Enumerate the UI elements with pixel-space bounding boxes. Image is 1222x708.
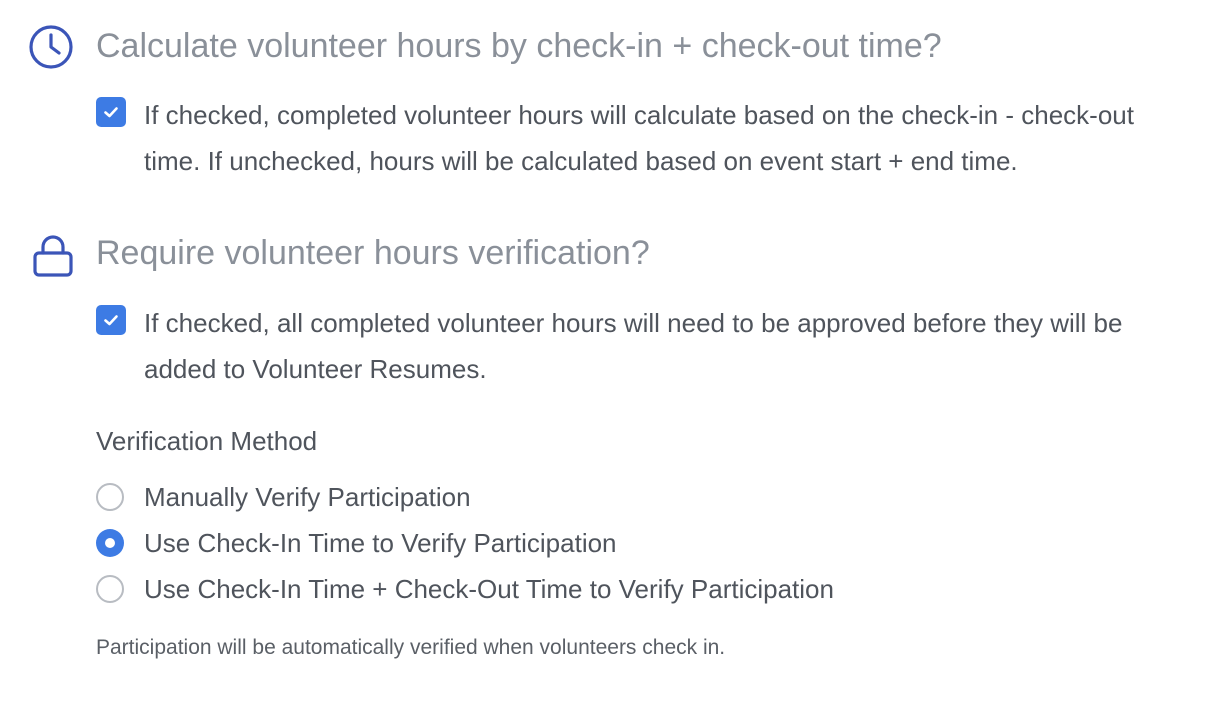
radio-button-selected[interactable] [96,529,124,557]
calc-hours-checkbox[interactable] [96,97,126,127]
verification-method-label: Verification Method [96,426,318,456]
radio-check-in-out-verify[interactable] [96,569,834,609]
radio-label: Use Check-In Time + Check-Out Time to Verify Participation [144,573,834,604]
radio-label: Manually Verify Participation [144,481,471,512]
radio-check-in-verify[interactable] [96,523,617,563]
calc-hours-title: Calculate volunteer hours by check-in + check-out time? [96,27,942,65]
radio-button[interactable] [96,575,124,603]
calc-hours-description: If checked, completed volunteer hours will calculate based on the check-in - check-out time. If unchecked, hours will be calculated based on event start + end time. [144,100,1134,176]
radio-button[interactable] [96,483,124,511]
calc-hours-option [96,92,1186,184]
verification-option [96,300,1186,392]
verification-helper-text: Participation will be automatically verified when volunteers check in. [96,636,726,659]
clock-icon [27,23,75,71]
verification-checkbox[interactable] [96,305,126,335]
lock-icon [29,231,77,279]
checkmark-icon [102,103,120,121]
checkmark-icon [102,311,120,329]
verification-title: Require volunteer hours verification? [96,234,650,272]
radio-label: Use Check-In Time to Verify Participation [144,527,617,558]
radio-manual-verify[interactable] [96,477,471,517]
verification-description: If checked, all completed volunteer hours will need to be approved before they will be added to Volunteer Resumes. [144,308,1123,384]
